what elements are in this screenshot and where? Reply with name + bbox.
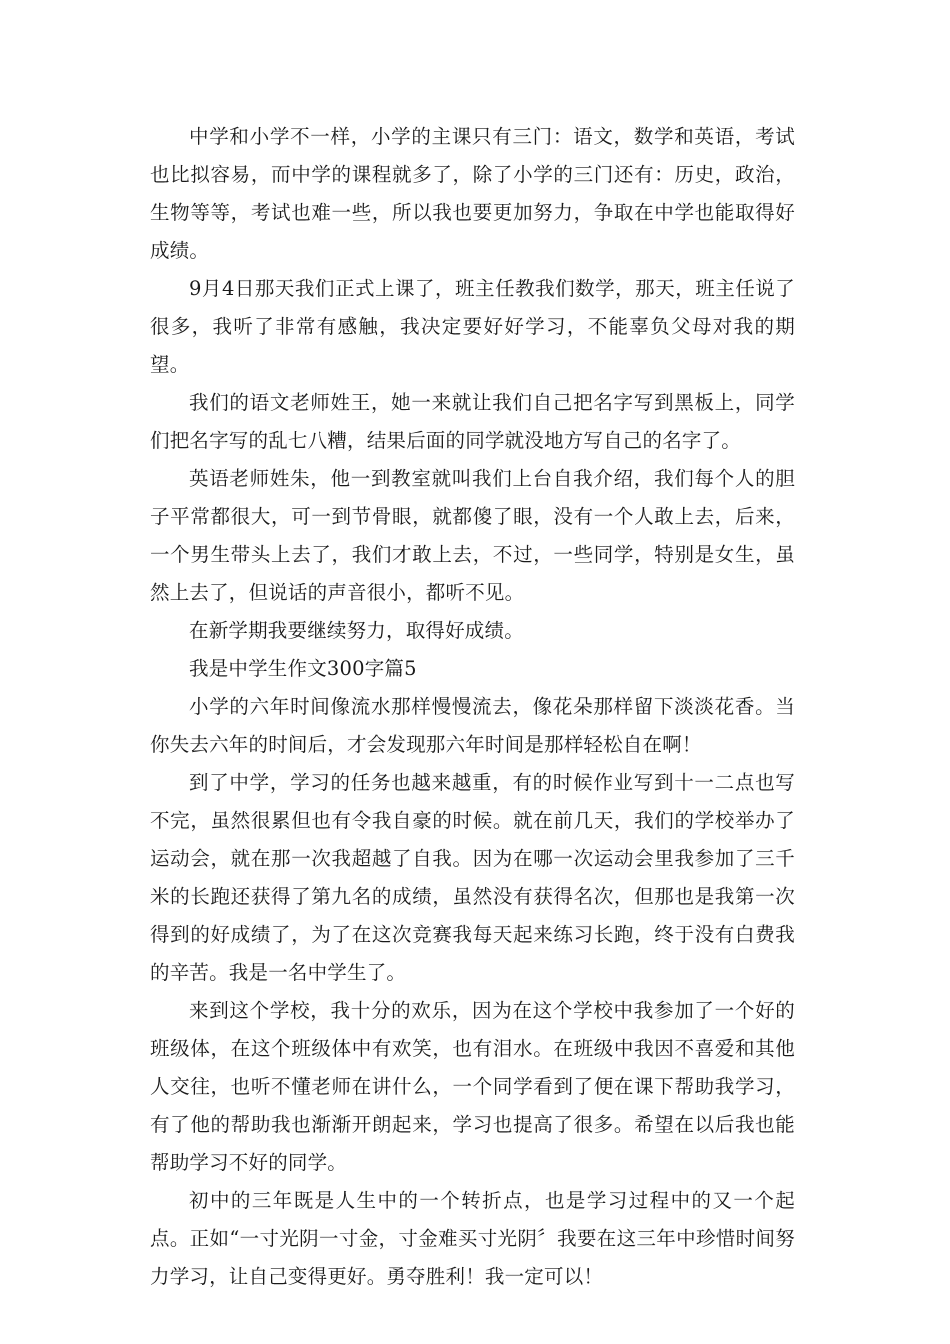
- paragraph: 我们的语文老师姓王，她一来就让我们自己把名字写到黑板上，同学们把名字写的乱七八糟，结果后面的同学就没地方写自己的名字了。: [150, 391, 795, 452]
- paragraph: 中学和小学不一样，小学的主课只有三门：语文，数学和英语，考试也比拟容易，而中学的课程就多了，除了小学的三门还有：历史，政治，生物等等，考试也难一些，所以我也要更加努力，争取在中学也能取得好成绩。: [150, 125, 795, 262]
- paragraph: 来到这个学校，我十分的欢乐，因为在这个学校中我参加了一个好的班级体，在这个班级体中有欢笑，也有泪水。在班级中我因不喜爱和其他人交往，也听不懂老师在讲什么，一个同学看到了便在课下帮助我学习，有了他的帮助我也渐渐开朗起来，学习也提高了很多。希望在以后我也能帮助学习不好的同学。: [150, 999, 795, 1174]
- essay-body: [150, 118, 795, 1296]
- section-title: 我是中学生作文300字篇5: [189, 657, 417, 680]
- paragraph: 在新学期我要继续努力，取得好成绩。: [189, 619, 524, 642]
- paragraph: 英语老师姓朱，他一到教室就叫我们上台自我介绍，我们每个人的胆子平常都很大，可一到节骨眼，就都傻了眼，没有一个人敢上去，后来，一个男生带头上去了，我们才敢上去，不过，一些同学，特别是女生，虽然上去了，但说话的声音很小，都听不见。: [150, 467, 795, 604]
- paragraph: 初中的三年既是人生中的一个转折点，也是学习过程中的又一个起点。正如“一寸光阴一寸金，寸金难买寸光阴〞我要在这三年中珍惜时间努力学习，让自己变得更好。勇夺胜利！我一定可以！: [150, 1189, 795, 1288]
- paragraph: 到了中学，学习的任务也越来越重，有的时候作业写到十一二点也写不完，虽然很累但也有令我自豪的时候。就在前几天，我们的学校举办了运动会，就在那一次我超越了自我。因为在哪一次运动会里我参加了三千米的长跑还获得了第九名的成绩，虽然没有获得名次，但那也是我第一次得到的好成绩了，为了在这次竞赛我每天起来练习长跑，终于没有白费我的辛苦。我是一名中学生了。: [150, 771, 795, 984]
- paragraph: 9月4日那天我们正式上课了，班主任教我们数学，那天，班主任说了很多，我听了非常有感触，我决定要好好学习，不能辜负父母对我的期望。: [150, 277, 795, 376]
- paragraph: 小学的六年时间像流水那样慢慢流去，像花朵那样留下淡淡花香。当你失去六年的时间后，才会发现那六年时间是那样轻松自在啊！: [150, 695, 795, 756]
